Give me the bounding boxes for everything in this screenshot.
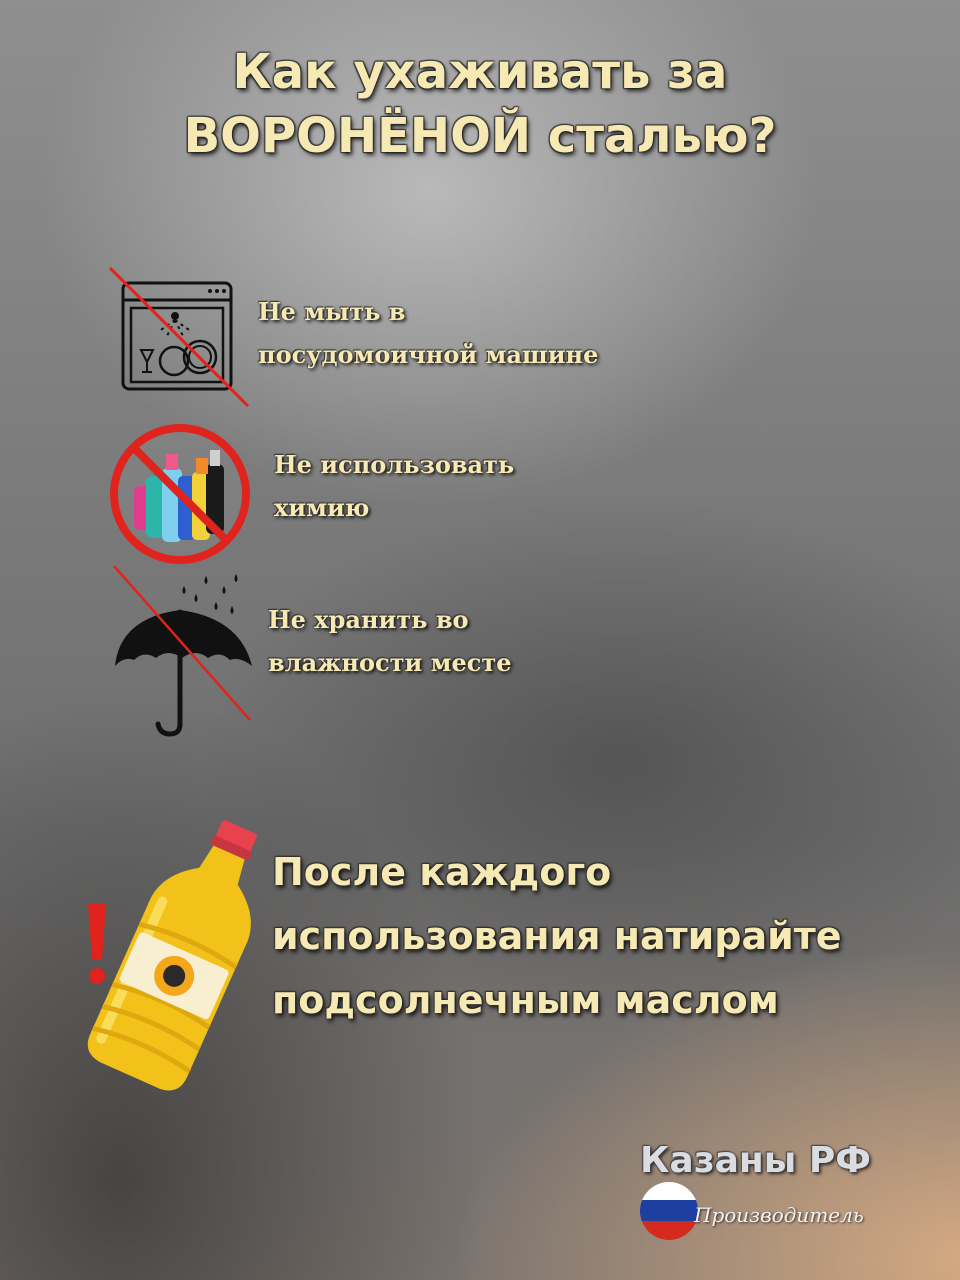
brand-tagline: Производитель bbox=[694, 1203, 864, 1227]
russia-flag-icon bbox=[638, 1180, 700, 1242]
recommendation-line-2: использования натирайте bbox=[272, 914, 842, 958]
umbrella-rain-crossed-icon bbox=[106, 562, 266, 740]
rule-2-line-2: химию bbox=[274, 493, 370, 522]
rule-item-humidity bbox=[268, 598, 511, 684]
recommendation-line-3: подсолнечным маслом bbox=[272, 978, 779, 1022]
dishwasher-crossed-icon bbox=[106, 266, 256, 412]
recommendation-text bbox=[272, 840, 842, 1032]
chemicals-prohibited-icon bbox=[106, 420, 256, 570]
page-title bbox=[0, 40, 960, 168]
rule-1-line-2: посудомоичной машине bbox=[258, 340, 599, 369]
sunflower-oil-bottle-icon bbox=[74, 816, 264, 1100]
rule-1-line-1: Не мыть в bbox=[258, 297, 406, 326]
rule-item-chemicals bbox=[274, 443, 514, 529]
title-line-1: Как ухаживать за bbox=[232, 44, 728, 100]
brand-name: Казаны РФ bbox=[640, 1140, 871, 1181]
rule-3-line-2: влажности месте bbox=[268, 648, 512, 677]
rule-2-line-1: Не использовать bbox=[274, 450, 515, 479]
title-line-2: ВОРОНЁНОЙ сталью? bbox=[183, 108, 777, 164]
recommendation-line-1: После каждого bbox=[272, 850, 612, 894]
rule-3-line-1: Не хранить во bbox=[268, 605, 469, 634]
rule-item-dishwasher bbox=[258, 290, 598, 376]
